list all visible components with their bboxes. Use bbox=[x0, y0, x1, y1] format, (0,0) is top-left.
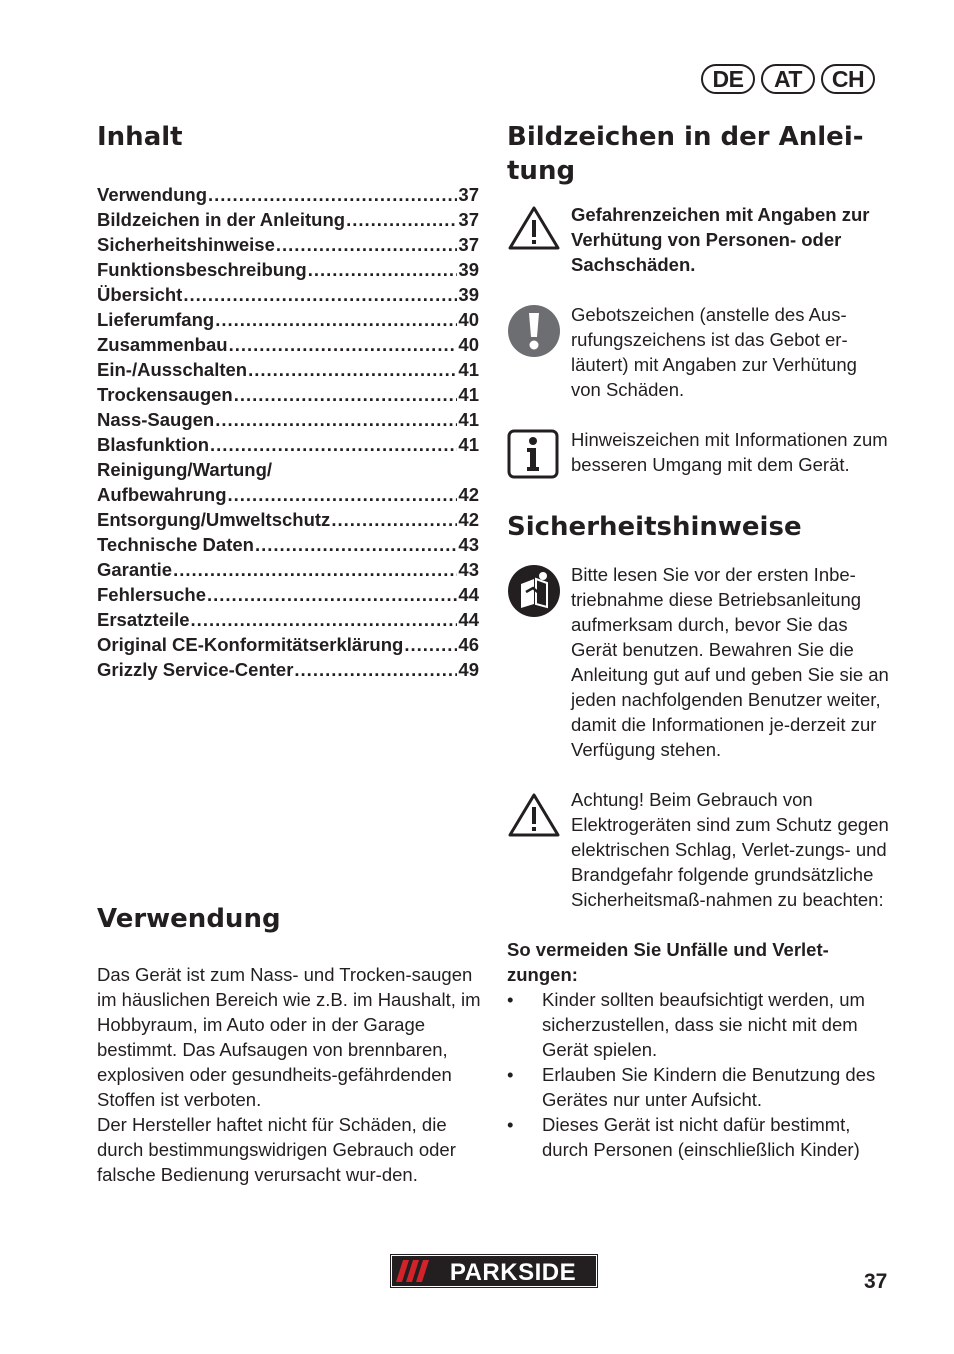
verwendung-title: Verwendung bbox=[97, 904, 281, 934]
toc-leader-dots bbox=[346, 207, 457, 232]
list-item: • Kinder sollten beaufsichtigt werden, um sicherzustellen, dass sie nicht mit dem Gerät spielen. bbox=[507, 987, 891, 1062]
toc-entry-page: 41 bbox=[458, 409, 479, 430]
info-icon bbox=[507, 429, 561, 486]
parkside-logo bbox=[390, 1254, 598, 1288]
toc-leader-dots bbox=[404, 632, 457, 657]
verwendung-para-1: Das Gerät ist zum Nass- und Trocken-saugen im häuslichen Bereich wie z.B. im Haushalt, im Hobbyraum, im Auto oder in der Garage bestimmt. Das Aufsaugen von brennbaren, explosiven oder gesundheits-gefährdenden Stoffen ist verboten. bbox=[97, 964, 481, 1110]
safety-bullet-list bbox=[507, 987, 891, 1162]
toc-entry bbox=[97, 257, 479, 282]
toc-entry-page: 46 bbox=[458, 634, 479, 655]
toc-entry-page: 43 bbox=[458, 559, 479, 580]
toc-entry bbox=[97, 557, 479, 582]
toc-entry-label: Reinigung/Wartung/ bbox=[97, 459, 273, 480]
badge-at: AT bbox=[761, 64, 815, 94]
toc-entry bbox=[97, 532, 479, 557]
symbol-row-mandatory bbox=[507, 302, 891, 402]
toc-entry-page: 40 bbox=[458, 309, 479, 330]
toc-entry bbox=[97, 232, 479, 257]
logo-text: PARKSIDE bbox=[449, 1259, 577, 1286]
toc-leader-dots bbox=[255, 532, 457, 557]
info-symbol-text: Hinweiszeichen mit Informationen zum besseren Umgang mit dem Gerät. bbox=[571, 429, 888, 475]
toc-entry bbox=[97, 307, 479, 332]
attention-triangle-icon bbox=[507, 791, 561, 912]
toc-entry-page: 42 bbox=[458, 484, 479, 505]
toc-entry bbox=[97, 282, 479, 307]
toc-leader-dots bbox=[210, 432, 457, 457]
toc-leader-dots bbox=[331, 507, 457, 532]
toc-entry-page: 37 bbox=[458, 234, 479, 255]
toc-entry-label: Verwendung bbox=[97, 184, 207, 205]
toc-entry-label: Grizzly Service-Center bbox=[97, 659, 294, 680]
mandatory-exclamation-icon bbox=[507, 304, 561, 402]
toc-entry-label: Sicherheitshinweise bbox=[97, 234, 275, 255]
language-badges bbox=[701, 64, 875, 94]
list-item: • Dieses Gerät ist nicht dafür bestimmt, durch Personen (einschließlich Kinder) bbox=[507, 1112, 891, 1162]
toc-entry bbox=[97, 207, 479, 232]
toc-entry bbox=[97, 182, 479, 207]
toc-entry-label: Original CE-Konformitätserklärung bbox=[97, 634, 404, 655]
toc-entry-label: Fehlersuche bbox=[97, 584, 206, 605]
toc-leader-dots bbox=[215, 407, 457, 432]
toc-entry-label: Lieferumfang bbox=[97, 309, 215, 330]
toc-leader-dots bbox=[294, 657, 457, 682]
toc-entry-page: 49 bbox=[458, 659, 479, 680]
toc-leader-dots bbox=[173, 557, 457, 582]
mandatory-symbol-text: Gebotszeichen (anstelle des Aus-rufungszeichens ist das Gebot er-läutert) mit Angaben zur Verhütung von Schäden. bbox=[571, 304, 857, 400]
toc-entry-label: Ersatzteile bbox=[97, 609, 190, 630]
toc-entry-label: Trockensaugen bbox=[97, 384, 233, 405]
toc-entry-page: 41 bbox=[458, 384, 479, 405]
symbols-section bbox=[507, 120, 891, 1162]
sicherheit-title: Sicherheitshinweise bbox=[507, 512, 802, 542]
toc-entry-label: Garantie bbox=[97, 559, 173, 580]
toc-entry-label: Ein-/Ausschalten bbox=[97, 359, 248, 380]
read-manual-icon bbox=[507, 564, 561, 762]
toc-entry-label: Blasfunktion bbox=[97, 434, 210, 455]
toc-entry-label: Funktionsbeschreibung bbox=[97, 259, 307, 280]
toc-entry bbox=[97, 507, 479, 532]
toc-entry-label: Aufbewahrung bbox=[97, 484, 227, 505]
warning-triangle-icon bbox=[507, 204, 561, 277]
toc-entry-page: 39 bbox=[458, 284, 479, 305]
toc-entry bbox=[97, 582, 479, 607]
toc-entry-page: 44 bbox=[458, 584, 479, 605]
badge-ch: CH bbox=[821, 64, 875, 94]
toc-leader-dots bbox=[207, 582, 457, 607]
toc-leader-dots bbox=[234, 382, 458, 407]
verwendung-para-2: Der Hersteller haftet nicht für Schäden, die durch bestimmungswidrigen Gebrauch oder falsche Bedienung verursacht wur-den. bbox=[97, 1114, 456, 1185]
toc-entry bbox=[97, 357, 479, 382]
toc-entry-label: Nass-Saugen bbox=[97, 409, 215, 430]
toc-entry bbox=[97, 382, 479, 407]
toc-list bbox=[97, 182, 479, 682]
attention-text: Achtung! Beim Gebrauch von Elektrogeräten sind zum Schutz gegen elektrischen Schlag, Verlet-zungs- und Brandgefahr folgende grundsätzliche Sicherheitsmaß-nahmen zu beachten: bbox=[571, 789, 889, 910]
toc-entry-page: 41 bbox=[458, 434, 479, 455]
toc-leader-dots bbox=[228, 482, 458, 507]
warning-symbol-text: Gefahrenzeichen mit Angaben zur Verhütung von Personen- oder Sachschäden. bbox=[571, 204, 870, 275]
verwendung-body bbox=[97, 962, 481, 1187]
toc-entry-label: Technische Daten bbox=[97, 534, 254, 555]
symbol-row-read-manual bbox=[507, 562, 891, 762]
toc-entry bbox=[97, 457, 479, 482]
symbol-row-warning bbox=[507, 202, 891, 277]
toc-entry-page: 37 bbox=[458, 184, 479, 205]
toc-leader-dots bbox=[191, 607, 458, 632]
toc-entry-label: Übersicht bbox=[97, 284, 183, 305]
list-item: • Erlauben Sie Kindern die Benutzung des Gerätes nur unter Aufsicht. bbox=[507, 1062, 891, 1112]
bildzeichen-title bbox=[507, 120, 891, 188]
toc-entry-page: 39 bbox=[458, 259, 479, 280]
badge-de: DE bbox=[701, 64, 755, 94]
toc-entry bbox=[97, 632, 479, 657]
toc-leader-dots bbox=[276, 232, 458, 257]
toc-leader-dots bbox=[248, 357, 457, 382]
page-number: 37 bbox=[864, 1270, 888, 1293]
toc-leader-dots bbox=[308, 257, 458, 282]
toc-entry bbox=[97, 607, 479, 632]
toc-entry bbox=[97, 482, 479, 507]
toc-entry bbox=[97, 332, 479, 357]
toc-leader-dots bbox=[208, 182, 457, 207]
toc-entry-page: 42 bbox=[458, 509, 479, 530]
toc-title: Inhalt bbox=[97, 122, 183, 152]
verwendung-section bbox=[97, 902, 481, 1187]
accident-subheading: So vermeiden Sie Unfälle und Verlet-zungen: bbox=[507, 939, 829, 985]
toc-entry bbox=[97, 657, 479, 682]
toc-leader-dots bbox=[183, 282, 457, 307]
toc-entry-page: 41 bbox=[458, 359, 479, 380]
toc-entry bbox=[97, 432, 479, 457]
bildzeichen-title-line2: tung bbox=[507, 156, 576, 186]
toc-leader-dots bbox=[229, 332, 458, 357]
toc-leader-dots bbox=[215, 307, 457, 332]
toc-entry-page: 44 bbox=[458, 609, 479, 630]
toc-entry bbox=[97, 407, 479, 432]
toc-entry-page: 37 bbox=[458, 209, 479, 230]
symbol-row-attention bbox=[507, 787, 891, 912]
toc-entry-label: Bildzeichen in der Anleitung bbox=[97, 209, 346, 230]
read-manual-text: Bitte lesen Sie vor der ersten Inbe-triebnahme diese Betriebsanleitung aufmerksam durch, bevor Sie das Gerät benutzen. Bewahren Sie die Anleitung gut auf und geben Sie sie an jeden nachfolgenden Benutzer weiter, damit die Informationen je-derzeit zur Verfügung stehen. bbox=[571, 564, 889, 760]
toc-entry-page: 43 bbox=[458, 534, 479, 555]
toc-section bbox=[97, 120, 479, 682]
toc-entry-label: Zusammenbau bbox=[97, 334, 228, 355]
symbol-row-info bbox=[507, 427, 891, 486]
toc-entry-page: 40 bbox=[458, 334, 479, 355]
bildzeichen-title-line1: Bildzeichen in der Anlei- bbox=[507, 122, 864, 152]
toc-entry-label: Entsorgung/Umweltschutz bbox=[97, 509, 331, 530]
